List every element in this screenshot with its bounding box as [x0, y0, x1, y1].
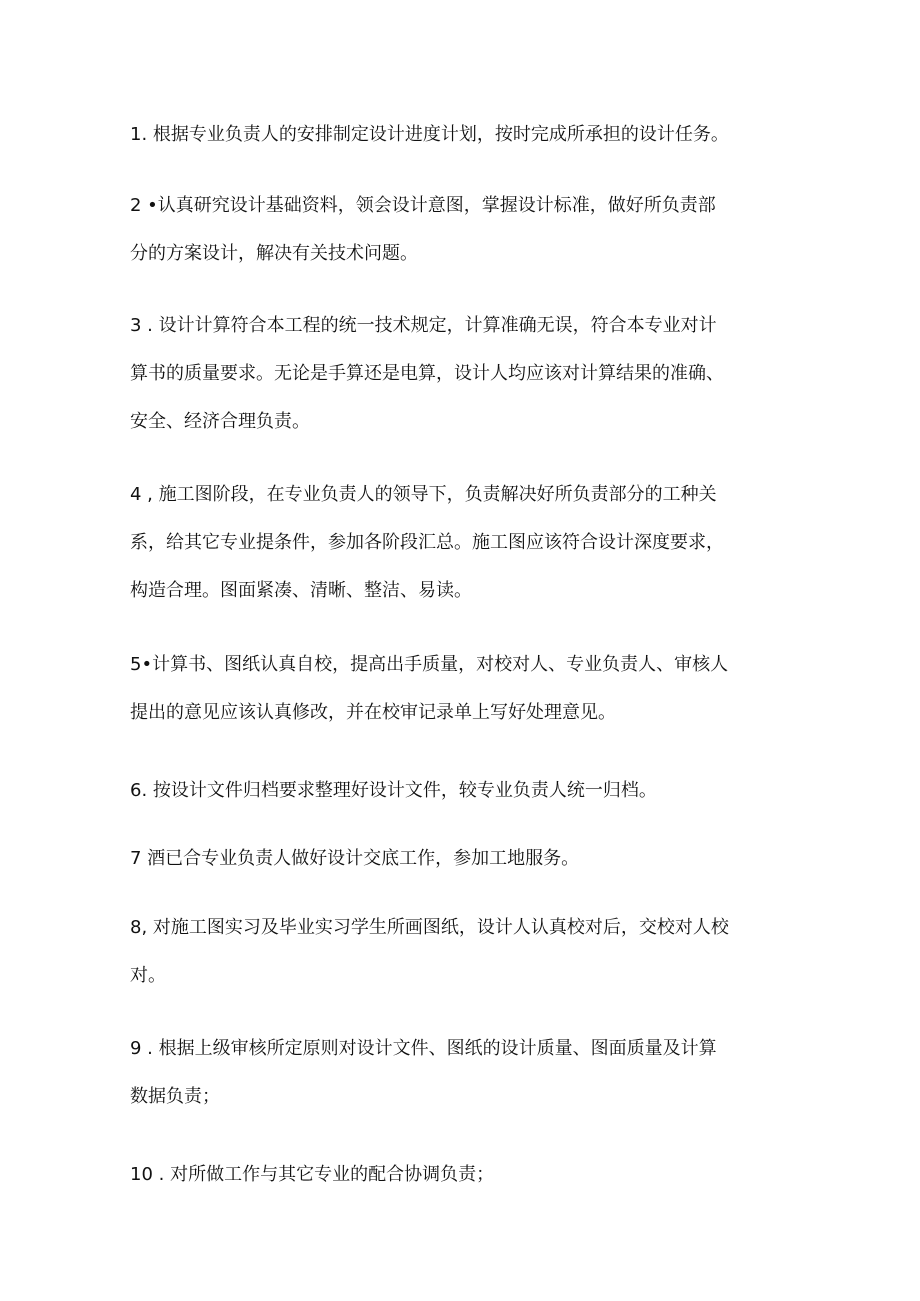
paragraph-7: [130, 835, 810, 883]
paragraph-line: 8, 对施工图实习及毕业实习学生所画图纸，设计人认真校对后，交校对人校: [130, 917, 729, 938]
paragraph-line: 分的方案设计，解决有关技术问题。: [130, 243, 418, 264]
paragraph-line: 5•计算书、图纸认真自校，提高出手质量，对校对人、专业负责人、审核人: [130, 654, 729, 675]
paragraph-line: 6. 按设计文件归档要求整理好设计文件，较专业负责人统一归档。: [130, 780, 657, 801]
paragraph-line: 算书的质量要求。无论是手算还是电算，设计人均应该对计算结果的准确、: [130, 363, 724, 384]
paragraph-line: 1. 根据专业负责人的安排制定设计进度计划，按时完成所承担的设计任务。: [130, 124, 729, 145]
paragraph-line: 构造合理。图面紧凑、清晰、整洁、易读。: [130, 580, 472, 601]
paragraph-line: 9 . 根据上级审核所定原则对设计文件、图纸的设计质量、图面质量及计算: [130, 1038, 717, 1059]
paragraph-6: [130, 767, 810, 815]
paragraph-line: 安全、经济合理负责。: [130, 411, 310, 432]
paragraph-line: 数据负责；: [130, 1086, 220, 1107]
paragraph-1: [130, 111, 810, 159]
paragraph-line: 10 . 对所做工作与其它专业的配合协调负责；: [130, 1164, 495, 1185]
paragraph-line: 提出的意见应该认真修改，并在校审记录单上写好处理意见。: [130, 702, 616, 723]
paragraph-line: 3 . 设计计算符合本工程的统一技术规定，计算准确无误，符合本专业对计: [130, 315, 717, 336]
paragraph-5: [130, 641, 810, 737]
paragraph-9: [130, 1025, 810, 1121]
paragraph-4: [130, 471, 810, 615]
paragraph-10: [130, 1151, 810, 1199]
paragraph-3: [130, 302, 810, 446]
paragraph-line: 7 酒已合专业负责人做好设计交底工作，参加工地服务。: [130, 848, 580, 869]
paragraph-line: 2 •认真研究设计基础资料，领会设计意图，掌握设计标准，做好所负责部: [130, 195, 716, 216]
paragraph-line: 对。: [130, 965, 166, 986]
paragraph-8: [130, 904, 810, 1000]
paragraph-line: 4 , 施工图阶段，在专业负责人的领导下，负责解决好所负责部分的工种关: [130, 484, 717, 505]
paragraph-line: 系，给其它专业提条件，参加各阶段汇总。施工图应该符合设计深度要求，: [130, 532, 724, 553]
paragraph-2: [130, 182, 810, 278]
